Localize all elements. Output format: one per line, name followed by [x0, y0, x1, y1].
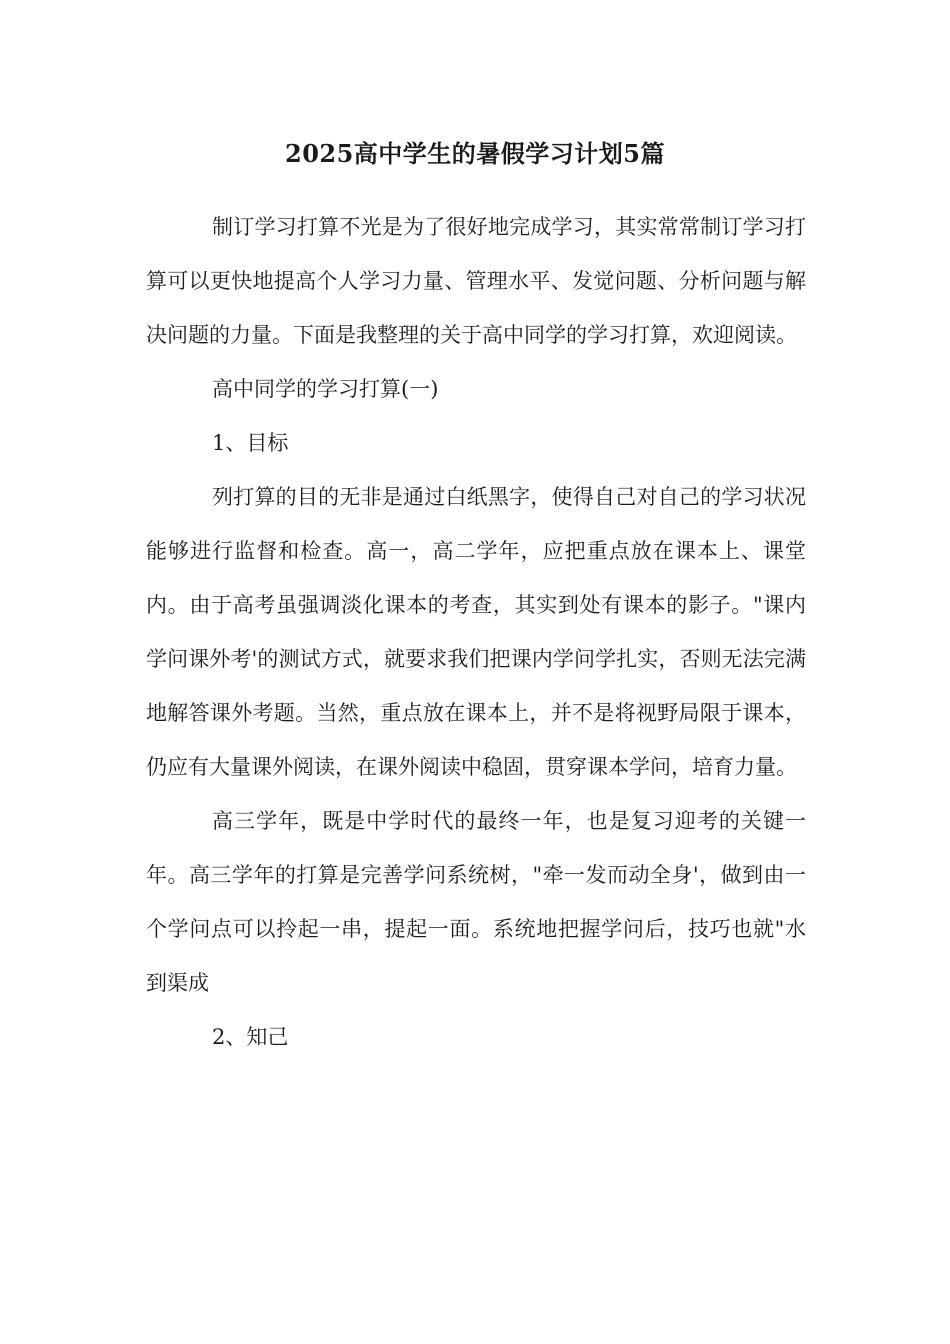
- intro-paragraph: 制订学习打算不光是为了很好地完成学习，其实常常制订学习打算可以更快地提高个人学习力量、管理水平、发觉问题、分析问题与解决问题的力量。下面是我整理的关于高中同学的学习打算，欢迎阅读。: [146, 215, 806, 347]
- subsection-heading-know-self: 2、知己: [212, 1025, 289, 1049]
- document-title: 2025高中学生的暑假学习计划5篇: [285, 139, 665, 168]
- section-heading: 高中同学的学习打算(一): [212, 377, 439, 401]
- subsection-heading-goal: 1、目标: [212, 431, 289, 455]
- goal-paragraph-1: 列打算的目的无非是通过白纸黑字，使得自己对自己的学习状况能够进行监督和检查。高一，高二学年，应把重点放在课本上、课堂内。由于高考虽强调淡化课本的考查，其实到处有课本的影子。"课内学问课外考'的测试方式，就要求我们把课内学问学扎实，否则无法完满地解答课外考题。当然，重点放在课本上，并不是将视野局限于课本，仍应有大量课外阅读，在课外阅读中稳固，贯穿课本学问，培育力量。: [146, 485, 806, 779]
- goal-paragraph-2: 高三学年，既是中学时代的最终一年，也是复习迎考的关键一年。高三学年的打算是完善学问系统树，"牵一发而动全身'，做到由一个学问点可以拎起一串，提起一面。系统地把握学问后，技巧也就"水到渠成: [146, 809, 806, 995]
- document-body: [146, 200, 806, 1064]
